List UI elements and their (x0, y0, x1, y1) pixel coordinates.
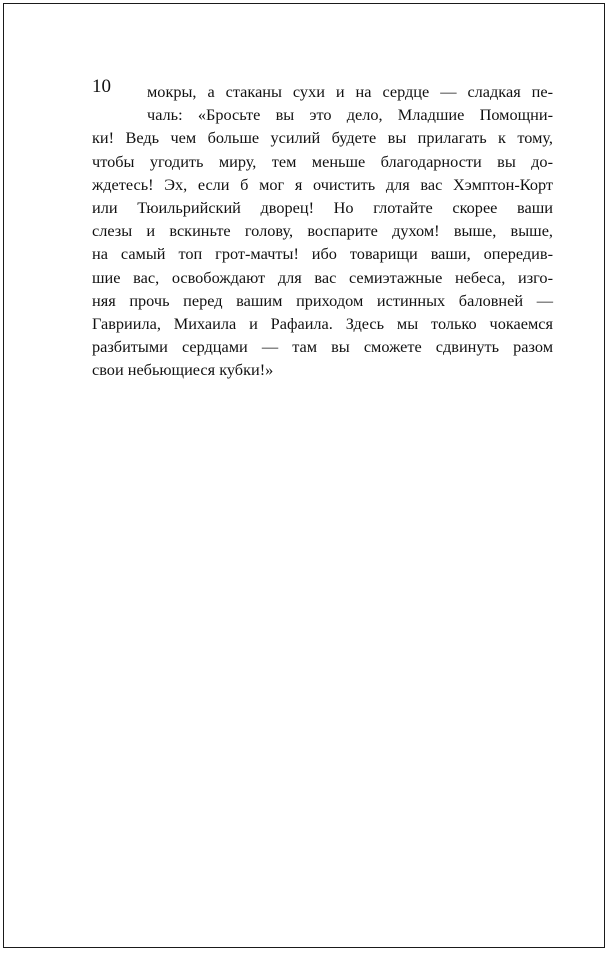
text-line: разбитыми сердцами — там вы сможете сдвинуть разом (92, 337, 553, 357)
body-text (92, 80, 553, 382)
text-line: шие вас, освобождают для вас семиэтажные небеса, изго- (92, 267, 553, 287)
text-line: чаль: «Бросьте вы это дело, Младшие Помощни- (147, 105, 553, 125)
text-line: няя прочь перед вашим приходом истинных баловней — (92, 290, 553, 310)
page-number: 10 (92, 76, 111, 97)
text-line: ждетесь! Эх, если б мог я очистить для вас Хэмптон-Корт (92, 174, 553, 194)
text-line: чтобы угодить миру, тем меньше благодарности вы до- (92, 151, 553, 171)
text-line: на самый топ грот-мачты! ибо товарищи ваши, опередив- (92, 244, 553, 264)
text-line: ки! Ведь чем больше усилий будете вы прилагать к тому, (92, 128, 553, 148)
text-line: мокры, а стаканы сухи и на сердце — сладкая пе- (147, 82, 553, 101)
text-line: свои небьющиеся кубки!» (92, 360, 274, 380)
book-page (3, 3, 605, 948)
text-line: Гавриила, Михаила и Рафаила. Здесь мы только чокаемся (92, 314, 553, 334)
text-line: слезы и вскиньте голову, воспарите духом! выше, выше, (92, 221, 553, 241)
text-line: или Тюильрийский дворец! Но глотайте скорее ваши (92, 198, 553, 218)
